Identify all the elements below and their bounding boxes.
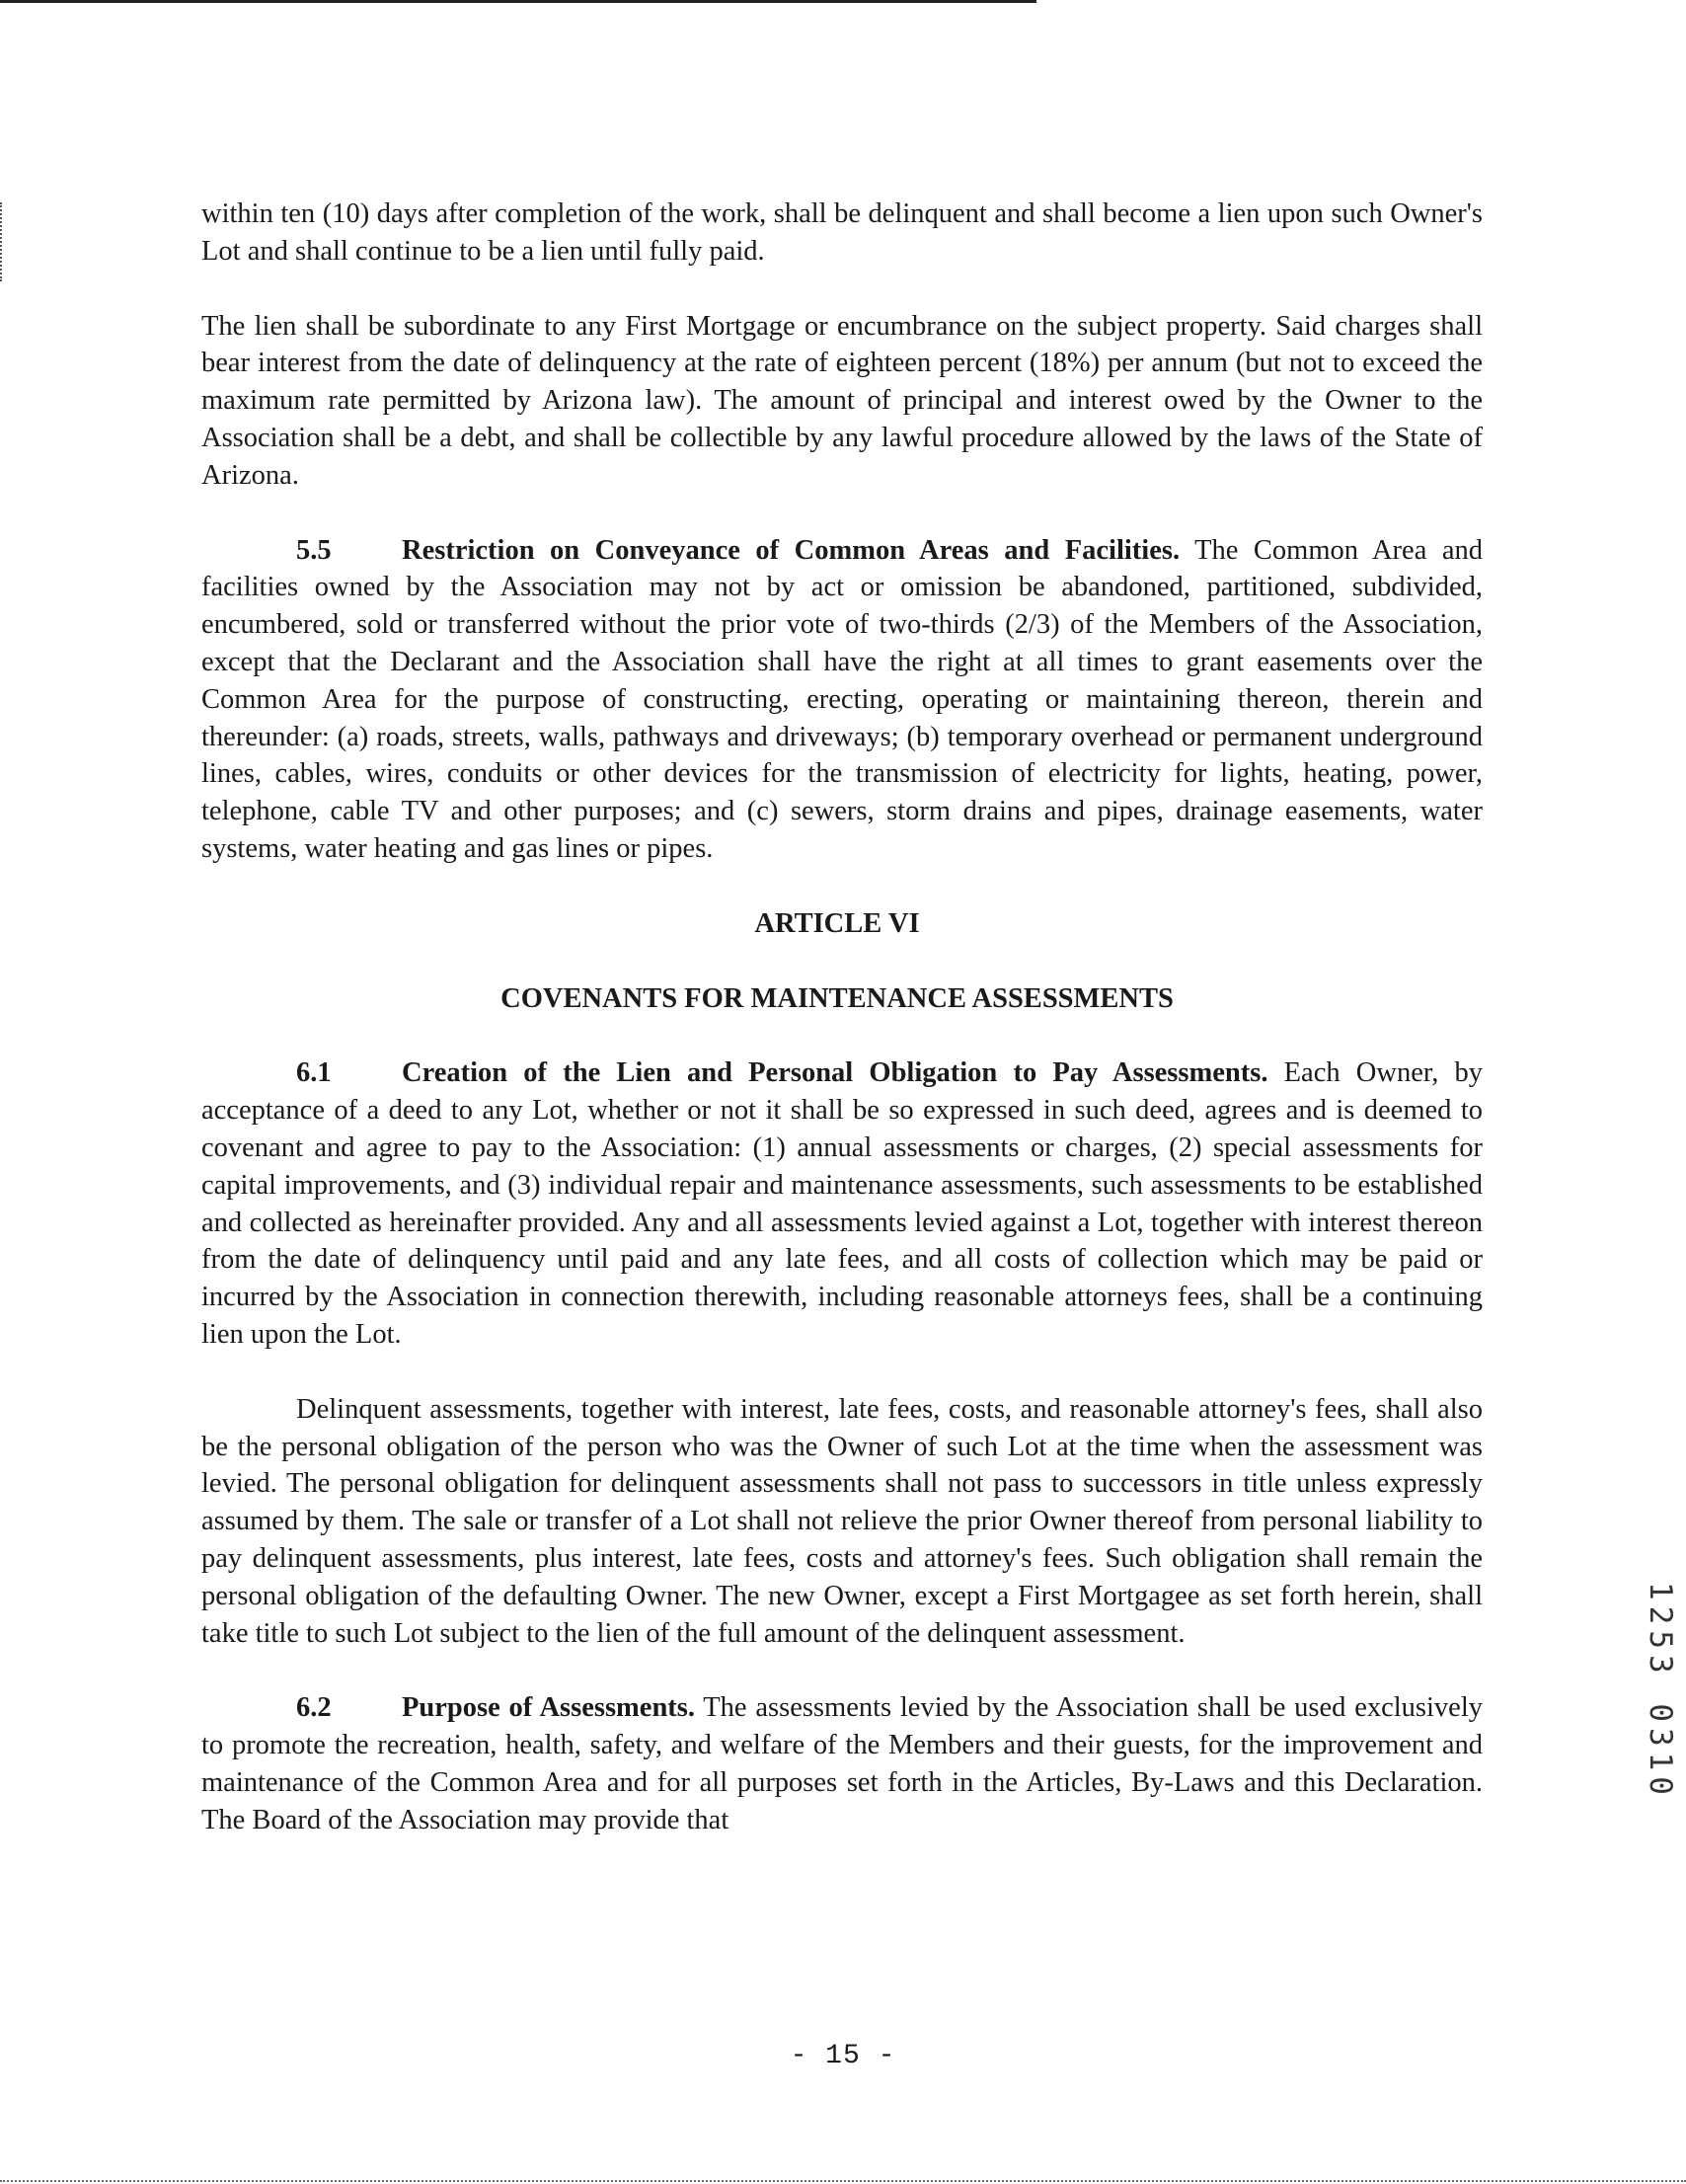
page-number: - 15 - [790, 2041, 896, 2071]
article-heading: ARTICLE VI [754, 907, 920, 939]
article-title: COVENANTS FOR MAINTENANCE ASSESSMENTS [500, 982, 1174, 1014]
left-scan-mark [0, 202, 4, 281]
section-number: 6.2 [296, 1692, 332, 1724]
section-text: The Common Area and facilities owned by the Association may not by act or omission be abandoned, partitioned, subdivided, encumbered, sold or transferred without the prior vote of two-thirds (2/3) of the Members of the Association, except that the Declarant and the Association shall have the right at all times to grant easements over the Common Area for the purpose of constructing, erecting, operating or maintaining thereon, therein and thereunder: (a) roads, streets, walls, pathways and driveways; (b) temporary overhead or permanent underground lines, cables, wires, conduits or other devices for the transmission of electricity for lights, heating, power, telephone, cable TV and other purposes; and (c) sewers, storm drains and pipes, drainage easements, water systems, water heating and gas lines or pipes. [201, 534, 1484, 864]
section-number: 5.5 [296, 534, 332, 566]
margin-recording-stamp [1639, 1582, 1684, 1858]
document-body [201, 195, 1483, 1838]
paragraph-lien-continuation: within ten (10) days after completion of the work, shall be delinquent and shall become a lien upon such Owner's Lot and shall continue to be a lien until fully paid. [201, 198, 1483, 267]
bottom-scan-edge [0, 2180, 1686, 2184]
paragraph-lien-subordinate: The lien shall be subordinate to any First Mortgage or encumbrance on the subject property. Said charges shall bear interest from the date of delinquency at the rate of eighteen percent (18%) per annum (but not to exceed the maximum rate permitted by Arizona law). The amount of principal and interest owed by the Owner to the Association shall be a debt, and shall be collectible by any lawful procedure allowed by the laws of the State of Arizona. [201, 310, 1483, 491]
section-text: The assessments levied by the Association shall be used exclusively to promote the recreation, health, safety, and welfare of the Members and their guests, for the improvement and maintenance of the Common Area and for all purposes set forth in the Articles, By-Laws and this Declaration. The Board of the Association may provide that [201, 1692, 1483, 1835]
section-5-5 [201, 532, 1483, 868]
section-title: Purpose of Assessments. [402, 1692, 696, 1724]
section-6-2 [201, 1689, 1483, 1838]
top-scan-edge [0, 0, 1036, 3]
paragraph-delinquent-assessments: Delinquent assessments, together with interest, late fees, costs, and reasonable attorney's fees, shall also be the personal obligation of the person who was the Owner of such Lot at the time when the assessment was levied. The personal obligation for delinquent assessments shall not pass to successors in title unless expressly assumed by them. The sale or transfer of a Lot shall not relieve the prior Owner thereof from personal liability to pay delinquent assessments, plus interest, late fees, costs and attorney's fees. Such obligation shall remain the personal obligation of the defaulting Owner. The new Owner, except a First Mortgagee as set forth herein, shall take title to such Lot subject to the lien of the full amount of the delinquent assessment. [201, 1393, 1483, 1649]
section-6-1 [201, 1054, 1483, 1353]
section-number: 6.1 [296, 1057, 332, 1089]
section-title: Creation of the Lien and Personal Obligation to Pay Assessments. [402, 1057, 1268, 1089]
section-text: Each Owner, by acceptance of a deed to any Lot, whether or not it shall be so expressed in such deed, agrees and is deemed to covenant and agree to pay to the Association: (1) annual assessments or charges, (2) special assessments for capital improvements, and (3) individual repair and maintenance assessments, such assessments to be established and collected as hereinafter provided. Any and all assessments levied against a Lot, together with interest thereon from the date of delinquency until paid and any late fees, and all costs of collection which may be paid or incurred by the Association in connection therewith, including reasonable attorneys fees, shall be a continuing lien upon the Lot. [201, 1057, 1483, 1350]
section-title: Restriction on Conveyance of Common Areas and Facilities. [402, 534, 1181, 566]
stamp-text: 1253 0310 [1643, 1582, 1678, 1801]
